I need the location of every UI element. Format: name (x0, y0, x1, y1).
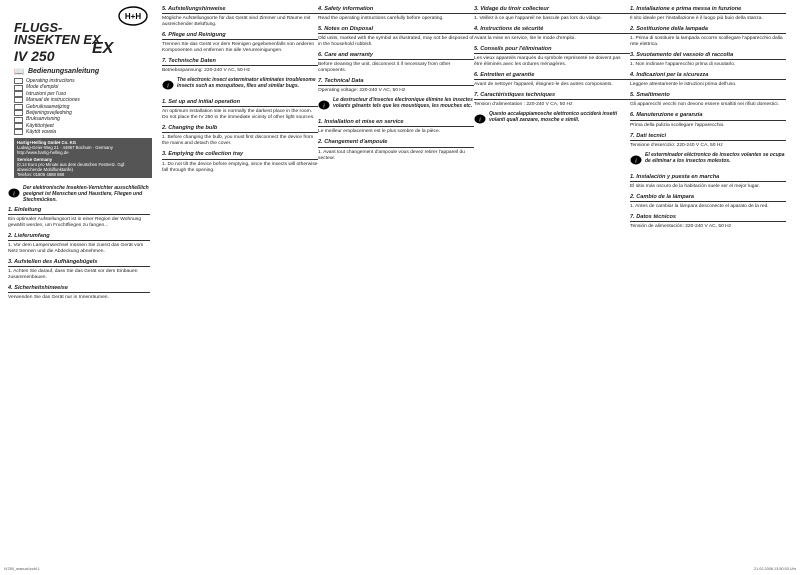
flag-icon (14, 117, 23, 123)
flag-icon (14, 91, 23, 97)
svg-text:i: i (167, 83, 169, 90)
section-heading: 3. Emptying the collection tray (162, 151, 318, 159)
section-heading: 3. Aufstellen des Aufhängebügels (8, 259, 150, 267)
manual-heading: 📖 Bedienungsanleitung (14, 67, 100, 76)
section-text: Gli apparecchi vecchi non devono essere smaltiti nei rifiuti domestici. (630, 102, 779, 108)
language-item: Manual de instrucciones (14, 97, 154, 103)
section-text: Tensione d'esercizio: 220-240 V CA, 50 Hz (630, 142, 723, 148)
section-heading: 1. Instalación y puesta en marcha (630, 174, 786, 182)
flag-icon (14, 104, 23, 110)
section-heading: 2. Sostituzione della lampada (630, 26, 786, 34)
info-icon (162, 77, 174, 95)
section-heading: 4. Instructions de sécurité (474, 26, 630, 34)
language-item: Mode d'emploi (14, 84, 154, 90)
info-icon (630, 152, 642, 170)
gb-sections-cont (318, 0, 474, 94)
flag-icon (14, 110, 23, 116)
section-heading: 7. Technische Daten (162, 58, 318, 66)
section-heading: 4. Indicazioni per la sicurezza (630, 72, 786, 80)
section-heading: 1. Einleitung (8, 207, 150, 215)
brand-logo (118, 6, 148, 31)
language-item: Bruksanvisning (14, 116, 154, 122)
section-heading: 3. Svuotamento del vassoio di raccolta (630, 52, 786, 60)
section-text: 1. Prima di sostituire la lampada occorre scollegare l'apparecchio dalla rete elettrica. (630, 36, 783, 48)
brand-title: FLUGS-INSEKTEN EX (14, 20, 101, 47)
section-heading: 2. Lieferumfang (8, 233, 150, 241)
section-heading: 7. Dati tecnici (630, 133, 786, 141)
it-sections (630, 0, 786, 149)
section-heading: 6. Manutenzione e garanzia (630, 112, 786, 120)
fr-sections-cont (474, 0, 630, 108)
section-text: Les vieux appareils marqués du symbole représenté ne doivent pas être éliminés avec les ordures ménagères. (474, 56, 621, 68)
address-box: Hartig+Helling GmbH Co. KG Ludwig-Geier-Weg 21 · 44867 Bochum · Germany http://www.hartig-helling.de Service Germany (0,14 Euro pro Minute aus dem deutschen Festnetz. Ggf. abweichende Mobilfunktarife) Telefon: 01805 4888 888 Telefax: 01805 4888 889 (14, 138, 152, 178)
book-icon: 📖 (14, 67, 24, 76)
section-text: Avant de nettoyer l'appareil, éloignez-le des autres composants. (474, 82, 613, 88)
es-sections (630, 174, 786, 230)
de-sections-cont (162, 0, 318, 74)
flag-icon (14, 123, 23, 129)
model-title: IV 250 (14, 48, 55, 64)
section-text: 1. Before changing the bulb, you must first disconnect the device from the mains and detach the cover. (162, 135, 314, 147)
section-text: 1. Avant tout changement d'ampoule vous devez retirer l'appareil du secteur. (318, 149, 465, 161)
section-heading: 3. Vidage du tiroir collecteur (474, 6, 630, 14)
section-heading: 1. Set up and initial operation (162, 99, 318, 107)
section-heading: 7. Caractéristiques techniques (474, 92, 630, 100)
language-item: Betjeningsvejledning (14, 110, 154, 116)
section-text: 1. Antes de cambiar la lámpara desconecte el aparato de la red. (630, 203, 769, 209)
section-text: Ein optimaler Aufstellungsort ist in einer Region der Wohnung gewählt werden, um Fruchtfliegen zu fangen... (8, 217, 142, 229)
section-text: Le meilleur emplacement est le plus sombre de la pièce. (318, 129, 441, 135)
section-text: El sitio más oscuro de la habitación suele ser el mejor lugar. (630, 183, 760, 189)
language-item: Käyttöohjeet (14, 123, 154, 129)
section-text: Tensión de alimentación: 220-240 V AC, 50 Hz (630, 223, 732, 229)
svg-text:i: i (323, 103, 325, 110)
section-text: Trennen Sie das Gerät vor dem Reinigen gegebenenfalls von anderen Komponenten und entfernen Sie alle Verunreinigungen. (162, 42, 315, 54)
section-text: Il sito ideale per l'installazione è il luogo più buio della stanza. (630, 16, 763, 22)
svg-text:i: i (479, 117, 481, 124)
section-heading: 4. Safety information (318, 6, 474, 14)
section-text: Read the operating instructions carefully before operating. (318, 16, 444, 22)
section-text: Betriebsspannung: 220-240 V AC, 50 Hz (162, 68, 251, 74)
section-heading: 5. Notes on Disposal (318, 26, 474, 34)
section-heading: 1. Installazione e prima messa in funzione (630, 6, 786, 14)
section-text: Avant la mise en service, lire le mode d'emploi. (474, 36, 576, 42)
section-heading: 5. Aufstellungshinweise (162, 6, 318, 14)
section-heading: 2. Cambio de la lámpara (630, 194, 786, 202)
flag-icon (14, 85, 23, 91)
flag-icon (14, 129, 23, 135)
section-heading: 2. Changement d'ampoule (318, 139, 474, 147)
section-text: 1. Non inclinare l'apparecchio prima di svuotarlo. (630, 62, 736, 68)
de-sections (8, 207, 150, 301)
ex-mark: EX (92, 40, 114, 57)
section-text: Leggere attentamente le istruzioni prima dell'uso. (630, 82, 737, 88)
svg-text:i: i (635, 158, 637, 165)
section-text: Verwenden Sie das Gerät nur in Innenräumen. (8, 295, 109, 301)
section-heading: 6. Pflege und Reinigung (162, 32, 318, 40)
column-1-body (8, 182, 150, 303)
it-intro-warning: i Questo accalappiamosche elettronico ucciderà insetti volanti quali zanzare, mosche e simili. (474, 111, 630, 129)
flag-icon (14, 78, 23, 84)
es-intro-warning: i El exterminador eléctronico de insectos volantes se ocupa de eliminar a los insectos molestos. (630, 152, 786, 170)
section-text: 1. Do not tilt the device before emptying, since the insects will otherwise fall through the opening. (162, 161, 318, 173)
section-text: 1. Vor dem Lampenwechsel müssen Sie zuerst das Gerät vom Netz trennen und die Abdeckung abnehmen. (8, 243, 144, 255)
section-heading: 2. Changing the bulb (162, 125, 318, 133)
column-5 (624, 0, 790, 575)
info-icon (318, 97, 330, 115)
fr-sections (318, 119, 474, 161)
de-intro-warning: i Der elektronische Insekten-Vernichter ausschließlich geeignet ist Menschen und Haustiere, Fliegen und Stechmücken. (8, 185, 150, 203)
language-item: Operating instructions (14, 78, 154, 84)
column-4 (468, 0, 634, 575)
column-2 (156, 0, 322, 575)
column-1 (0, 0, 156, 575)
info-icon (474, 111, 486, 129)
language-item: Istruzioni per l'uso (14, 91, 154, 97)
language-item: Gebruiksaanwijzing (14, 104, 154, 110)
section-heading: 5. Conseils pour l'élimination (474, 46, 630, 54)
section-heading: 5. Smaltimento (630, 92, 786, 100)
section-text: Mögliche Aufstellungsorte für das Gerät sind Zimmer und Räume mit ausreichender Belüftung. (162, 16, 311, 28)
section-text: Operating voltage: 220-240 V AC, 50 Hz (318, 88, 406, 94)
section-heading: 7. Technical Data (318, 78, 474, 86)
section-heading: 7. Datos técnicos (630, 214, 786, 222)
svg-text:i: i (13, 191, 15, 198)
language-item: Käytöt vovela (14, 129, 154, 135)
section-text: An optimum installation site is normally the darkest place in the room. Do not place the IV 250 in the immediate vicinity of other light sources. (162, 109, 315, 121)
section-text: 1. Achten Sie darauf, dass Sie das Gerät vor dem Einbauen zusammenbauen. (8, 269, 138, 281)
section-text: 1. Veillez à ce que l'appareil ne bascule pas lors du vidage. (474, 16, 602, 22)
flag-icon (14, 97, 23, 103)
info-icon (8, 185, 20, 203)
fr-intro-warning: i Le destructeur d'insectes électronique élimine les insectes volants gênants tels que les moustiques, les mouches etc. (318, 97, 474, 115)
column-3 (312, 0, 478, 575)
section-text: Prima della pulizia scollegare l'apparecchio. (630, 122, 725, 128)
section-text: Before cleaning the unit, disconnect it if necessary from other components. (318, 62, 451, 74)
gb-sections (162, 99, 318, 173)
section-text: Old units, marked with the symbol as illustrated, may not be disposed of in the household rubbish. (318, 36, 474, 48)
section-heading: 1. Installation et mise en service (318, 119, 474, 127)
section-text: Tension d'alimentation : 220-240 V CA, 50 Hz (474, 102, 573, 108)
gb-intro-warning: i The electronic insect exterminator eliminates troublesome insects such as mosquitoes, flies and similar bugs. (162, 77, 318, 95)
section-heading: 6. Care and warranty (318, 52, 474, 60)
language-list (14, 78, 154, 136)
section-heading: 4. Sicherheitshinweise (8, 285, 150, 293)
section-heading: 6. Entretien et garantie (474, 72, 630, 80)
svg-text:H+H: H+H (124, 12, 142, 21)
